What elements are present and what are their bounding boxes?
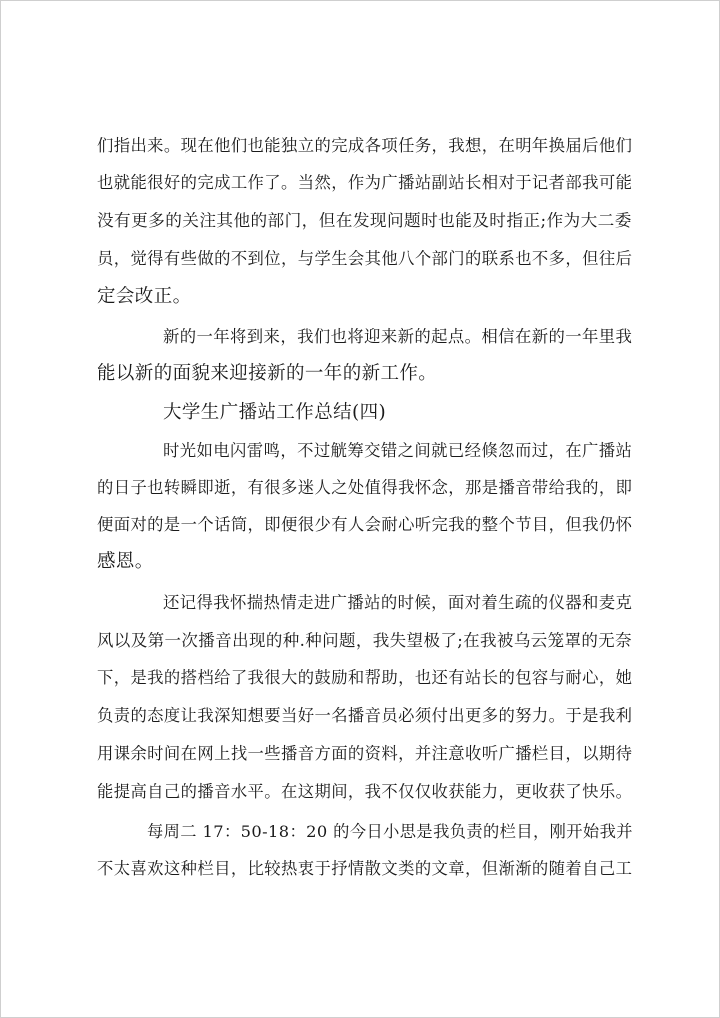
text-line: 能以新的面貌来迎接新的一年的新工作。 xyxy=(97,363,438,384)
text-line: 能提高自己的播音水平。在这期间，我不仅仅收获能力，更收获了快乐。 xyxy=(97,782,633,801)
text-line: 定会改正。 xyxy=(97,286,192,307)
text-line: 的日子也转瞬即逝，有很多迷人之处值得我怀念，那是播音带给我的，即 xyxy=(97,478,633,497)
text-line: 没有更多的关注其他的部门，但在发现问题时也能及时指正;作为大二委 xyxy=(97,211,632,230)
text-line: 员，觉得有些做的不到位，与学生会其他八个部门的联系也不多，但往后 xyxy=(97,249,633,268)
text-line: 也就能很好的完成工作了。当然，作为广播站副站长相对于记者部我可能 xyxy=(97,173,633,192)
text-line: 负责的态度让我深知想要当好一名播音员必须付出更多的努力。于是我利 xyxy=(97,706,633,725)
text-line: 下，是我的搭档给了我很大的鼓励和帮助，也还有站长的包容与耐心，她 xyxy=(97,668,633,687)
text-line: 不太喜欢这种栏目，比较热衷于抒情散文类的文章，但渐渐的随着自己工 xyxy=(97,859,633,878)
text-line: 风以及第一次播音出现的种.种问题，我失望极了;在我被乌云笼罩的无奈 xyxy=(97,631,633,650)
text-line: 还记得我怀揣热情走进广播站的时候，面对着生疏的仪器和麦克 xyxy=(163,593,633,612)
text-line: 用课余时间在网上找一些播音方面的资料，并注意收听广播栏目，以期待 xyxy=(97,744,633,763)
text-line: 时光如电闪雷鸣，不过觥筹交错之间就已经倏忽而过，在广播站 xyxy=(163,441,633,460)
text-line: 感恩。 xyxy=(97,551,154,572)
text-line: 们指出来。现在他们也能独立的完成各项任务，我想，在明年换届后他们 xyxy=(97,136,633,155)
section-heading: 大学生广播站工作总结(四) xyxy=(163,402,387,423)
text-line: 每周二 17：50-18：20 的今日小思是我负责的栏目，刚开始我并 xyxy=(147,822,633,841)
text-line: 便面对的是一个话筒，即便很少有人会耐心听完我的整个节目，但我仍怀 xyxy=(97,515,633,534)
text-line: 新的一年将到来，我们也将迎来新的起点。相信在新的一年里我 xyxy=(163,327,633,346)
